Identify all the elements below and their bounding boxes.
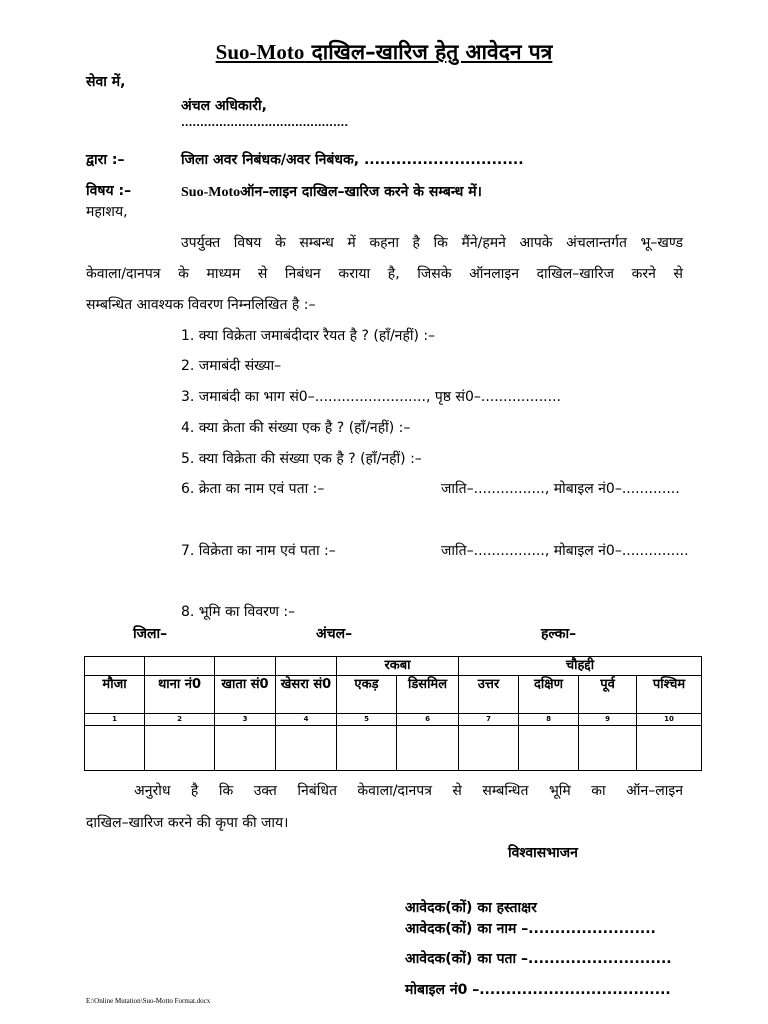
table-blank-cell[interactable] [459, 726, 519, 771]
table-blank-cell[interactable] [145, 726, 215, 771]
table-group-blank [85, 657, 145, 676]
table-blank-cell[interactable] [85, 726, 145, 771]
table-col-number: 1 [85, 714, 145, 726]
land-halka: हल्का– [541, 626, 577, 642]
table-col-number: 8 [519, 714, 579, 726]
table-group-blank [276, 657, 337, 676]
table-blank-cell[interactable] [215, 726, 276, 771]
yours-faithfully: विश्वासभाजन [508, 845, 578, 861]
to-label: सेवा में, [86, 74, 126, 90]
table-header: मौजा [85, 676, 145, 714]
land-circle: अंचल– [316, 626, 353, 642]
table-col-number: 7 [459, 714, 519, 726]
table-header: दक्षिण [519, 676, 579, 714]
title-latin: Suo-Moto [215, 40, 305, 64]
item-7: 7. विक्रेता का नाम एवं पता :– [181, 543, 336, 559]
body-line-2: केवाला/दानपत्र के माध्यम से निबंधन कराया है, जिसके ऑनलाइन दाखिल–खारिज करने से [86, 266, 683, 282]
table-col-number: 2 [145, 714, 215, 726]
via-text: जिला अवर निबंधक/अवर निबंधक, .............................. [181, 152, 524, 168]
item-6: 6. क्रेता का नाम एवं पता :– [181, 481, 325, 497]
item-4: 4. क्या क्रेता की संख्या एक है ? (हाँ/नहीं) :– [181, 420, 411, 436]
table-header: पूर्व [579, 676, 637, 714]
salutation: महाशय, [86, 204, 128, 220]
officer-title: अंचल अधिकारी, [181, 98, 267, 114]
via-label: द्वारा :– [86, 152, 125, 168]
subject-line [181, 181, 482, 201]
subject-latin: Suo-Moto [181, 185, 241, 200]
body-line-1: उपर्युक्त विषय के सम्बन्ध में कहना है कि मैंने/हमने आपके अंचलान्तर्गत भू–खण्ड [181, 235, 683, 251]
subject-label: विषय :– [86, 183, 132, 199]
table-blank-cell[interactable] [637, 726, 702, 771]
land-details-table [84, 656, 702, 771]
applicant-address: आवेदक(कों) का पता –........................... [405, 951, 672, 967]
item-2: 2. जमाबंदी संख्या– [181, 358, 282, 374]
applicant-mobile: मोबाइल नं0 –.................................... [405, 982, 671, 998]
table-col-number: 4 [276, 714, 337, 726]
subject-text: ऑन–लाइन दाखिल–खारिज करने के सम्बन्ध में। [240, 184, 482, 200]
title-hindi: दाखिल–खारिज हेतु आवेदन पत्र [304, 40, 553, 64]
table-col-number: 10 [637, 714, 702, 726]
officer-blank: ............................................ [181, 118, 349, 129]
land-district: जिला– [133, 626, 168, 642]
item-7-extra: जाति–................, मोबाइल नं0–............... [441, 543, 689, 559]
table-blank-cell[interactable] [579, 726, 637, 771]
file-path-footer: E:\Online Mutation\Suo-Motto Format.docx [86, 997, 211, 1005]
body-line-3: सम्बन्धित आवश्यक विवरण निम्नलिखित है :– [86, 297, 316, 313]
request-line-2: दाखिल–खारिज करने की कृपा की जाय। [86, 815, 289, 831]
table-blank-cell[interactable] [519, 726, 579, 771]
form-title [0, 38, 768, 66]
item-6-extra: जाति–................, मोबाइल नं0–............. [441, 481, 680, 497]
table-blank-cell[interactable] [337, 726, 397, 771]
table-group-boundary: चौहद्दी [459, 657, 702, 676]
table-group-blank [145, 657, 215, 676]
item-8: 8. भूमि का विवरण :– [181, 604, 296, 620]
table-col-number: 6 [397, 714, 459, 726]
table-header: थाना नं0 [145, 676, 215, 714]
table-header: पश्चिम [637, 676, 702, 714]
table-header: उत्तर [459, 676, 519, 714]
table-col-number: 9 [579, 714, 637, 726]
request-line-1: अनुरोध है कि उक्त निबंधित केवाला/दानपत्र से सम्बन्धित भूमि का ऑन–लाइन [134, 783, 683, 799]
table-header: खाता सं0 [215, 676, 276, 714]
table-group-blank [215, 657, 276, 676]
table-group-area: रकबा [337, 657, 459, 676]
table-col-number: 3 [215, 714, 276, 726]
table-header: एकड़ [337, 676, 397, 714]
table-blank-cell[interactable] [276, 726, 337, 771]
item-1: 1. क्या विक्रेता जमाबंदीदार रैयत है ? (हाँ/नहीं) :– [181, 328, 436, 344]
table-col-number: 5 [337, 714, 397, 726]
applicant-name: आवेदक(कों) का नाम –........................ [405, 921, 656, 937]
item-5: 5. क्या विक्रेता की संख्या एक है ? (हाँ/नहीं) :– [181, 451, 422, 467]
table-header: खेसरा सं0 [276, 676, 337, 714]
table-blank-cell[interactable] [397, 726, 459, 771]
table-header: डिसमिल [397, 676, 459, 714]
item-3: 3. जमाबंदी का भाग सं0–........................., पृष्ठ सं0–.................. [181, 389, 561, 405]
applicant-signature: आवेदक(कों) का हस्ताक्षर [405, 900, 537, 916]
